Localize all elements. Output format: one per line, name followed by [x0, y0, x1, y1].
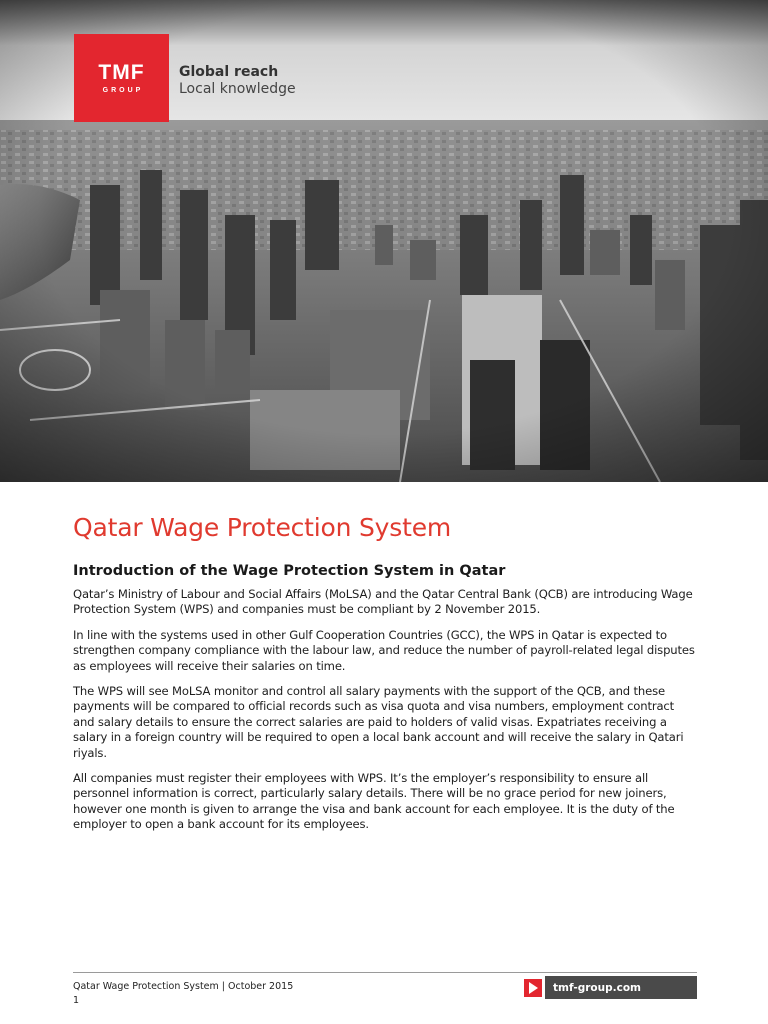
- hero-image: [0, 0, 768, 482]
- paragraph: In line with the systems used in other Gulf Cooperation Countries (GCC), the WPS in Qatar is expected to strengthen company compliance with the labour law, and reduce the number of payroll-related legal disputes as employees will receive their salaries on time.: [73, 627, 695, 673]
- footer-divider: [73, 972, 697, 973]
- paragraph: All companies must register their employees with WPS. It’s the employer’s responsibility to ensure all personnel information is correct, particularly salary details. There will be no grace period for new joiners, however one month is given to arrange the visa and bank account for each employee. It is the duty of the employer to open a bank account for its employees.: [73, 771, 675, 832]
- tagline: [179, 64, 296, 98]
- logo-subtext: GROUP: [102, 87, 144, 94]
- article-body: [73, 510, 695, 843]
- tagline-line2: Local knowledge: [179, 81, 296, 97]
- play-arrow-icon: [521, 976, 545, 999]
- paragraph: Qatar’s Ministry of Labour and Social Affairs (MoLSA) and the Qatar Central Bank (QCB) are introducing Wage Protection System (WPS) and companies must be compliant by 2 November 2015.: [73, 587, 693, 617]
- paragraph: The WPS will see MoLSA monitor and control all salary payments with the support of the QCB, and these payments will be compared to official records such as visa quota and visa numbers, employment contract and salary details to ensure the correct salaries are paid to holders of valid visas. Expatriates receiving a salary in a foreign country will be required to open a local bank account and will receive the salary in Qatari riyals.: [73, 684, 684, 760]
- website-link[interactable]: [521, 976, 697, 999]
- website-url: tmf-group.com: [545, 976, 697, 999]
- page-title: Qatar Wage Protection System: [73, 513, 452, 542]
- section-heading: Introduction of the Wage Protection System in Qatar: [73, 563, 506, 579]
- tmf-logo: [74, 34, 169, 122]
- footer-doc-label: Qatar Wage Protection System | October 2015: [73, 981, 294, 992]
- tagline-line1: Global reach: [179, 64, 279, 80]
- page-number: 1: [73, 995, 80, 1006]
- logo-wordmark: TMF: [98, 61, 145, 84]
- play-arrow-glyph: [524, 979, 542, 997]
